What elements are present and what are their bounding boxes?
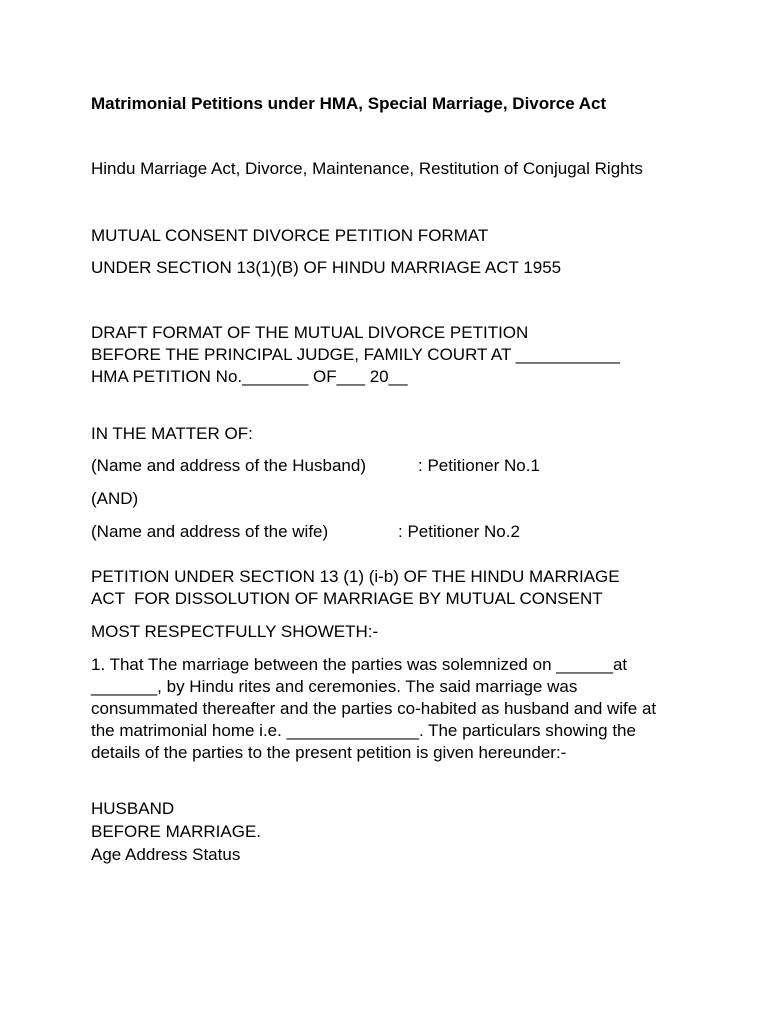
paragraph-1-line-3: consummated thereafter and the parties co-habited as husband and wife at bbox=[91, 699, 657, 718]
before-marriage-label: BEFORE MARRIAGE. bbox=[91, 822, 262, 841]
paragraph-1-line-5: details of the parties to the present petition is given hereunder:- bbox=[91, 743, 567, 762]
wife-name-label: (Name and address of the wife) bbox=[91, 522, 329, 541]
paragraph-1-line-1: 1. That The marriage between the parties was solemnized on ______at bbox=[91, 655, 628, 674]
petitioner-2-label: : Petitioner No.2 bbox=[398, 522, 520, 541]
paragraph-1-line-2: _______, by Hindu rites and ceremonies. The said marriage was bbox=[91, 677, 578, 696]
and-text: (AND) bbox=[91, 489, 139, 508]
age-address-status-label: Age Address Status bbox=[91, 845, 241, 864]
husband-name-label: (Name and address of the Husband) bbox=[91, 456, 366, 475]
draft-line-1: DRAFT FORMAT OF THE MUTUAL DIVORCE PETITION bbox=[91, 323, 529, 342]
petitioner-1-label: : Petitioner No.1 bbox=[418, 456, 540, 475]
document-title: Matrimonial Petitions under HMA, Special Marriage, Divorce Act bbox=[91, 94, 607, 113]
document-subtitle: Hindu Marriage Act, Divorce, Maintenance, Restitution of Conjugal Rights bbox=[91, 159, 643, 178]
paragraph-1-line-4: the matrimonial home i.e. ______________. The particulars showing the bbox=[91, 721, 636, 740]
petition-heading-line-2: ACT FOR DISSOLUTION OF MARRIAGE BY MUTUAL CONSENT bbox=[91, 589, 603, 608]
draft-line-2: BEFORE THE PRINCIPAL JUDGE, FAMILY COURT AT ___________ bbox=[91, 345, 620, 364]
matter-heading: IN THE MATTER OF: bbox=[91, 424, 253, 443]
husband-section-heading: HUSBAND bbox=[91, 799, 175, 818]
section-heading: UNDER SECTION 13(1)(B) OF HINDU MARRIAGE ACT 1955 bbox=[91, 258, 562, 277]
petition-heading-line-1: PETITION UNDER SECTION 13 (1) (i-b) OF THE HINDU MARRIAGE bbox=[91, 567, 620, 586]
showeth-heading: MOST RESPECTFULLY SHOWETH:- bbox=[91, 622, 379, 641]
format-heading: MUTUAL CONSENT DIVORCE PETITION FORMAT bbox=[91, 226, 489, 245]
draft-line-3: HMA PETITION No._______ OF___ 20__ bbox=[91, 367, 408, 386]
